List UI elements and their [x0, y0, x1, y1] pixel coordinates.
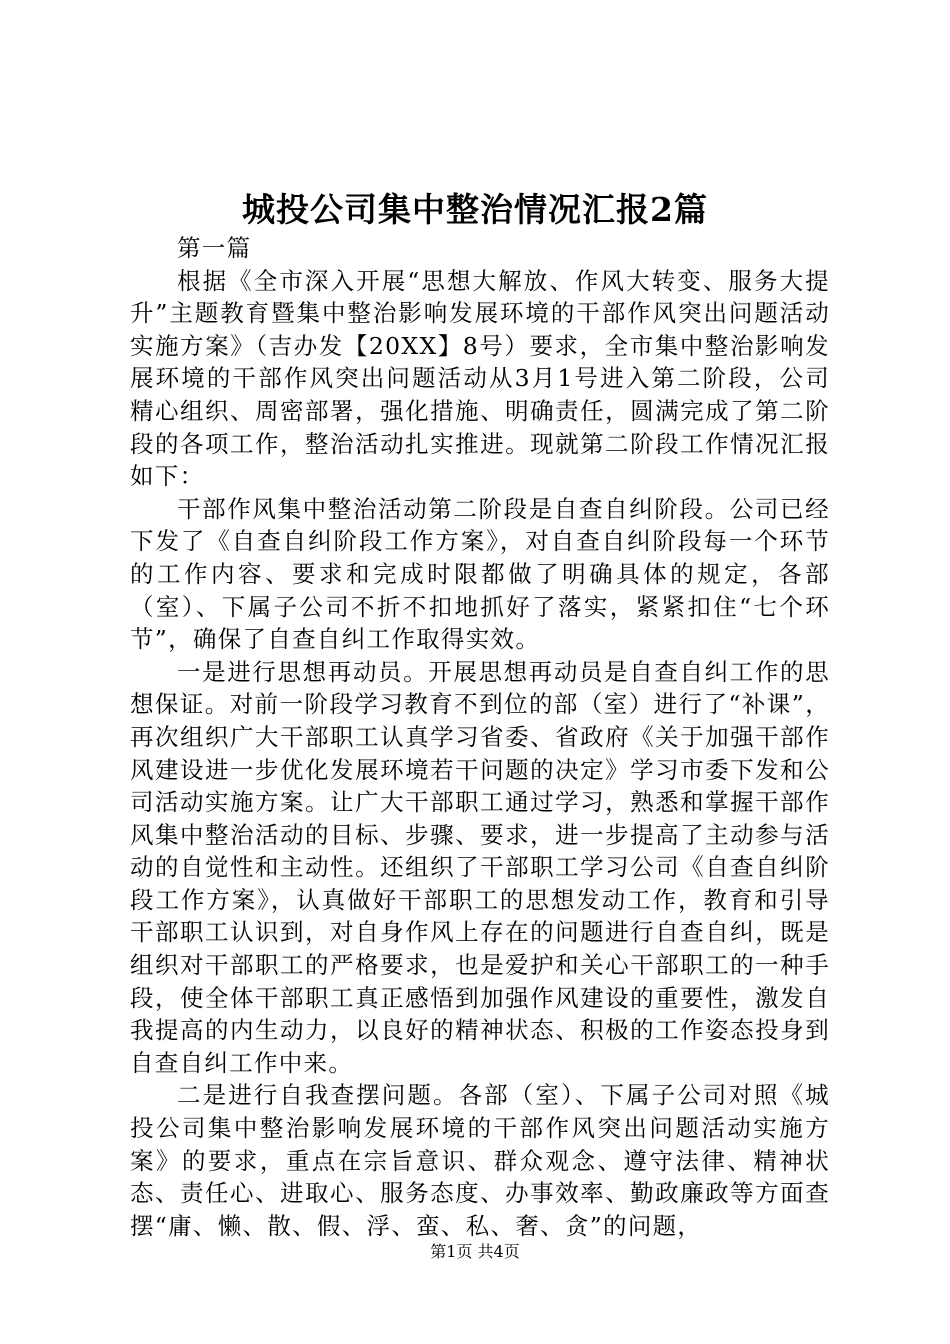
section-heading: 第一篇: [177, 234, 252, 262]
body-paragraph: 根据《全市深入开展“思想大解放、作风大转变、服务大提升”主题教育暨集中整治影响发展环境的干部作风突出问题活动实施方案》（吉办发【20XX】8号）要求，全市集中整治影响发展环境的干部作风突出问题活动从3月1号进入第二阶段，公司精心组织、周密部署，强化措施、明确责任，圆满完成了第二阶段的各项工作，整治活动扎实推进。现就第二阶段工作情况汇报如下：: [130, 266, 830, 491]
document-title: 城投公司集中整治情况汇报2篇: [242, 190, 708, 229]
body-paragraph: 干部作风集中整治活动第二阶段是自查自纠阶段。公司已经下发了《自查自纠阶段工作方案》，对自查自纠阶段每一个环节的工作内容、要求和完成时限都做了明确具体的规定，各部（室）、下属子公司不折不扣地抓好了落实，紧紧扣住“七个环节”，确保了自查自纠工作取得实效。: [130, 494, 830, 654]
page-footer: [0, 1240, 950, 1264]
document-body: [130, 232, 830, 1242]
page-number: 第1页 共4页: [430, 1242, 520, 1261]
body-paragraph: 二是进行自我查摆问题。各部（室）、下属子公司对照《城投公司集中整治影响发展环境的干部作风突出问题活动实施方案》的要求，重点在宗旨意识、群众观念、遵守法律、精神状态、责任心、进取心、服务态度、办事效率、勤政廉政等方面查摆“庸、懒、散、假、浮、蛮、私、奢、贪”的问题，: [130, 1081, 830, 1240]
body-paragraph: 一是进行思想再动员。开展思想再动员是自查自纠工作的思想保证。对前一阶段学习教育不到位的部（室）进行了“补课”，再次组织广大干部职工认真学习省委、省政府《关于加强干部作风建设进一步优化发展环境若干问题的决定》学习市委下发和公司活动实施方案。让广大干部职工通过学习，熟悉和掌握干部作风集中整治活动的目标、步骤、要求，进一步提高了主动参与活动的自觉性和主动性。还组织了干部职工学习公司《自查自纠阶段工作方案》，认真做好干部职工的思想发动工作，教育和引导干部职工认识到，对自身作风上存在的问题进行自查自纠，既是组织对干部职工的严格要求，也是爱护和关心干部职工的一种手段，使全体干部职工真正感悟到加强作风建设的重要性，激发自我提高的内生动力，以良好的精神状态、积极的工作姿态投身到自查自纠工作中来。: [130, 657, 830, 1077]
